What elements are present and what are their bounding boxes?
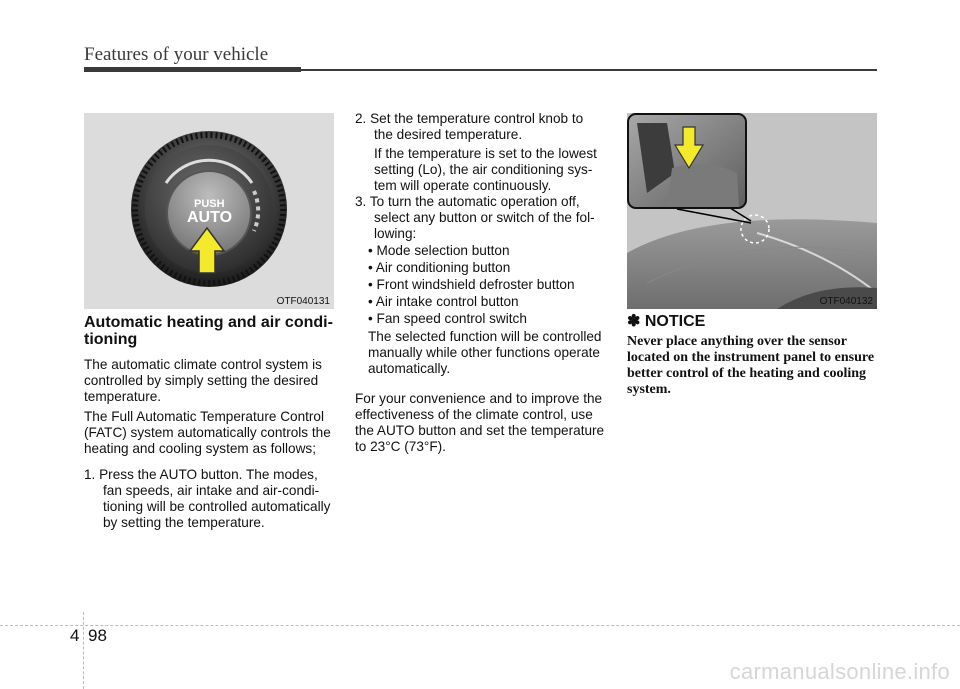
column-left (84, 314, 334, 531)
bullet-item: • Front windshield defroster button (368, 277, 575, 292)
dashboard-sensor-illustration (627, 113, 877, 309)
bullet-item: • Mode selection button (368, 243, 510, 258)
bullet-item: • Fan speed control switch (368, 311, 527, 326)
fatc-paragraph: The Full Automatic Temperature Control (FATC) system automatically controls the heating and cooling system as follows; (84, 409, 331, 456)
step-3-note: The selected function will be controlled manually while other functions operate automatically. (368, 329, 602, 376)
column-middle (355, 111, 605, 455)
watermark: carmanualsonline.info (729, 659, 950, 684)
step-1: 1. Press the AUTO button. The modes, fan speeds, air intake and air-condi-tioning will be controlled automatically by setting the temperature. (84, 467, 331, 530)
figure-code-left: OTF040131 (276, 296, 330, 307)
bullet-item: • Air intake control button (368, 294, 519, 309)
sensor-location-figure (627, 113, 877, 309)
auto-button-figure (84, 113, 334, 309)
step-3: 3. To turn the automatic operation off, select any button or switch of the fol-lowing: (355, 194, 595, 241)
step-2-note: If the temperature is set to the lowest setting (Lo), the air conditioning sys-tem will operate continuously. (374, 146, 597, 193)
footer-vertical-divider (83, 612, 84, 689)
column-right (627, 314, 877, 398)
page-header-title: Features of your vehicle (84, 44, 269, 65)
section-title: Automatic heating and air condi-tioning (84, 314, 333, 348)
notice-title: ✽ NOTICE (627, 313, 706, 330)
footer-divider (0, 625, 960, 626)
chapter-number: 4 (70, 626, 80, 645)
bullet-item: • Air conditioning button (368, 260, 511, 275)
figure-code-right: OTF040132 (819, 296, 873, 307)
notice-body: Never place anything over the sensor located on the instrument panel to ensure better control of the heating and cooling system. (627, 334, 875, 397)
push-label: PUSH (194, 198, 225, 210)
header-rule-thick (84, 67, 301, 72)
auto-label: AUTO (187, 209, 233, 226)
tip-paragraph: For your convenience and to improve the effectiveness of the climate control, use the AUTO button and set the temperature to 23°C (73°F). (355, 391, 605, 454)
step-2: 2. Set the temperature control knob to the desired temperature. (355, 111, 584, 142)
intro-paragraph: The automatic climate control system is controlled by simply setting the desired temperature. (84, 357, 322, 404)
header-rule-thin (300, 69, 877, 71)
page-number: 98 (88, 626, 107, 645)
